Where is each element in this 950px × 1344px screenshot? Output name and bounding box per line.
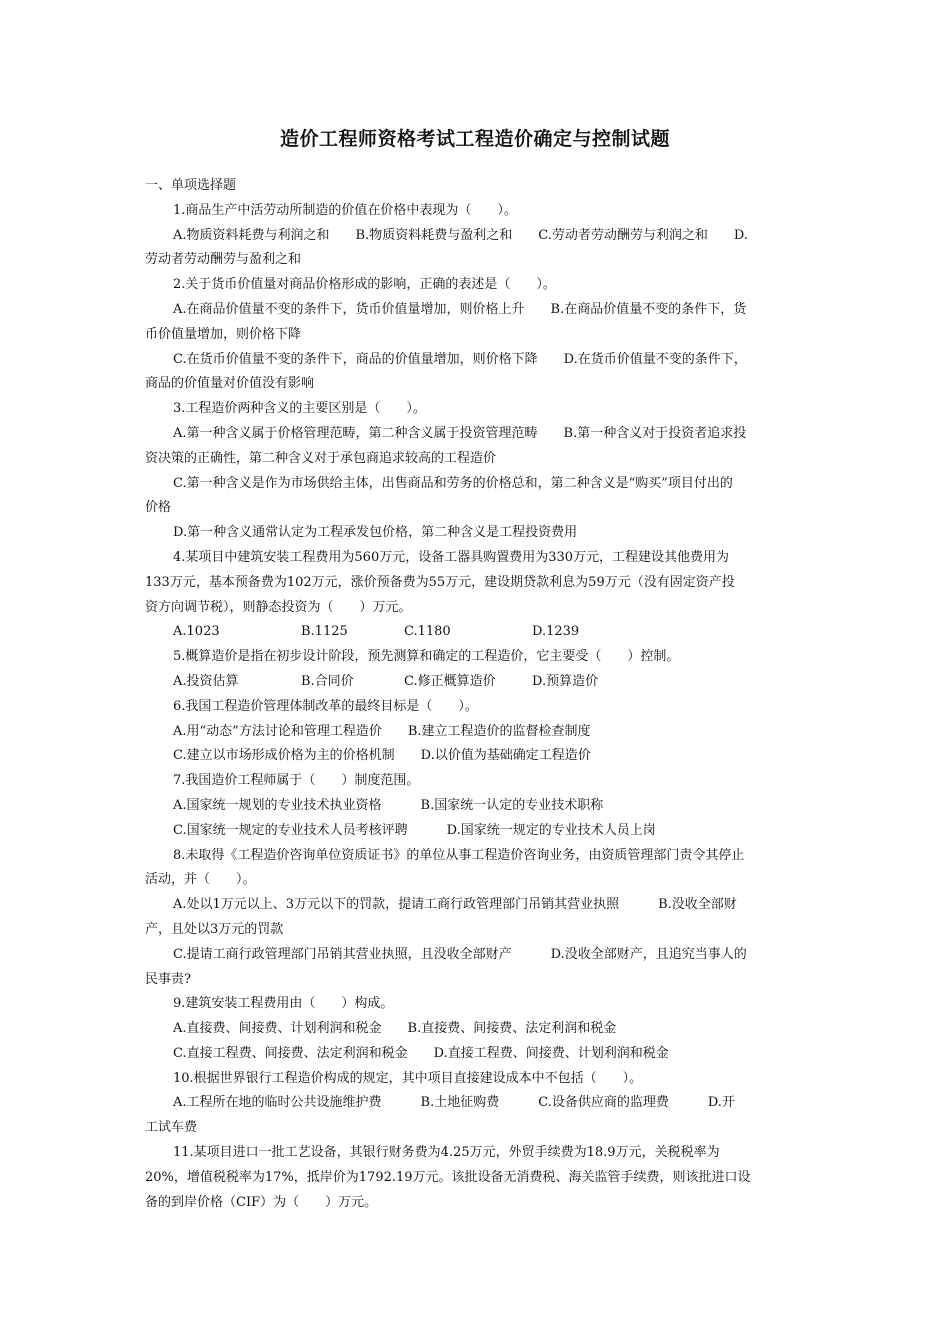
- question-list: [145, 174, 807, 1215]
- q4-option-b: B.1125: [301, 624, 348, 640]
- question-9-option-ab: A.直接费、间接费、计划利润和税金 B.直接费、间接费、法定利润和税金: [173, 1021, 617, 1037]
- question-2: 2.关于货币价值量对商品价格形成的影响，正确的表述是（ ）。: [173, 277, 556, 293]
- question-4-options: [145, 620, 807, 645]
- question-3-option-d: D.第一种含义通常认定为工程承发包价格，第二种含义是工程投资费用: [173, 525, 578, 541]
- document-title: 造价工程师资格考试工程造价确定与控制试题: [279, 128, 670, 150]
- question-10: 10.根据世界银行工程造价构成的规定，其中项目直接建设成本中不包括（ ）。: [173, 1070, 643, 1086]
- q5-option-d: D.预算造价: [532, 673, 599, 689]
- question-6-option-cd: C.建立以市场形成价格为主的价格机制 D.以价值为基础确定工程造价: [173, 748, 591, 764]
- q5-option-c: C.修正概算造价: [404, 673, 496, 689]
- question-7-option-ab: A.国家统一规划的专业技术执业资格 B.国家统一认定的专业技术职称: [173, 797, 604, 813]
- question-2-option-ab: A.在商品价值量不变的条件下，货币价值量增加，则价格上升 B.在商品价值量不变的条件下，货: [173, 301, 747, 317]
- question-8: 8.未取得《工程造价咨询单位资质证书》的单位从事工程造价咨询业务，由资质管理部门责令其停止: [173, 847, 745, 863]
- question-8-option-cd-cont: 民事责?: [145, 971, 191, 987]
- question-3-option-ab-cont: 资决策的正确性，第二种含义对于承包商追求较高的工程造价: [145, 450, 497, 466]
- question-10-options: A.工程所在地的临时公共设施维护费 B.土地征购费 C.设备供应商的监理费 D.开: [173, 1095, 735, 1111]
- question-11-cont: 20%，增值税税率为17%，抵岸价为1792.19万元。该批设备无消费税、海关监管手续费，则该批进口设: [145, 1169, 751, 1185]
- question-7-option-cd: C.国家统一规定的专业技术人员考核评聘 D.国家统一规定的专业技术人员上岗: [173, 822, 656, 838]
- question-3-option-c-cont: 价格: [145, 500, 172, 516]
- question-9-option-cd: C.直接工程费、间接费、法定利润和税金 D.直接工程费、间接费、计划利润和税金: [173, 1045, 669, 1061]
- question-5: 5.概算造价是指在初步设计阶段，预先测算和确定的工程造价，它主要受（ ）控制。: [173, 649, 680, 665]
- question-10-options-cont: 工试车费: [145, 1120, 198, 1136]
- question-1-options: A.物质资料耗费与利润之和 B.物质资料耗费与盈利之和 C.劳动者劳动酬劳与利润之和 D.: [173, 227, 748, 243]
- question-7: 7.我国造价工程师属于（ ）制度范围。: [173, 773, 420, 789]
- question-3-option-c: C.第一种含义是作为市场供给主体，出售商品和劳务的价格总和，第二种含义是“购买”项目付出的: [173, 475, 733, 491]
- question-5-options: [145, 670, 807, 695]
- question-8-option-ab-cont: 产，且处以3万元的罚款: [145, 921, 284, 937]
- section-heading: 一、单项选择题: [145, 178, 237, 193]
- question-2-option-cd-cont: 商品的价值量对价值没有影响: [145, 376, 315, 392]
- question-4-cont: 133万元，基本预备费为102万元，涨价预备费为55万元，建设期贷款利息为59万元（没有固定资产投: [145, 574, 735, 590]
- question-8-cont: 活动，并（ ）。: [145, 872, 256, 888]
- question-1: 1.商品生产中活劳动所制造的价值在价格中表现为（ ）。: [173, 202, 517, 218]
- question-11-cont2: 备的到岸价格（CIF）为（ ）万元。: [145, 1194, 378, 1210]
- question-2-option-cd: C.在货币价值量不变的条件下，商品的价值量增加，则价格下降 D.在货币价值量不变的条件下，: [173, 351, 747, 367]
- question-1-options-cont: 劳动者劳动酬劳与盈利之和: [145, 252, 302, 268]
- q5-option-a: A.投资估算: [173, 673, 239, 689]
- question-3: 3.工程造价两种含义的主要区别是（ ）。: [173, 401, 426, 417]
- question-4: 4.某项目中建筑安装工程费用为560万元，设备工器具购置费用为330万元，工程建设其他费用为: [173, 549, 730, 565]
- question-9: 9.建筑安装工程费用由（ ）构成。: [173, 996, 394, 1012]
- question-3-option-ab: A.第一种含义属于价格管理范畴，第二种含义属于投资管理范畴 B.第一种含义对于投资者追求投: [173, 425, 747, 441]
- q5-option-b: B.合同价: [301, 673, 354, 689]
- question-6: 6.我国工程造价管理体制改革的最终目标是（ ）。: [173, 698, 478, 714]
- q4-option-c: C.1180: [404, 624, 451, 640]
- question-2-option-ab-cont: 币价值量增加，则价格下降: [145, 326, 302, 342]
- question-8-option-ab: A.处以1万元以上、3万元以下的罚款，提请工商行政管理部门吊销其营业执照 B.没收全部财: [173, 897, 737, 913]
- question-6-option-ab: A.用“动态”方法讨论和管理工程造价 B.建立工程造价的监督检查制度: [173, 723, 591, 739]
- question-4-cont2: 资方向调节税），则静态投资为（ ）万元。: [145, 599, 412, 615]
- question-8-option-cd: C.提请工商行政管理部门吊销其营业执照，且没收全部财产 D.没收全部财产，且追究当事人的: [173, 946, 747, 962]
- question-11: 11.某项目进口一批工艺设备，其银行财务费为4.25万元，外贸手续费为18.9万元，关税税率为: [173, 1145, 720, 1161]
- q4-option-a: A.1023: [173, 624, 220, 640]
- q4-option-d: D.1239: [532, 624, 580, 640]
